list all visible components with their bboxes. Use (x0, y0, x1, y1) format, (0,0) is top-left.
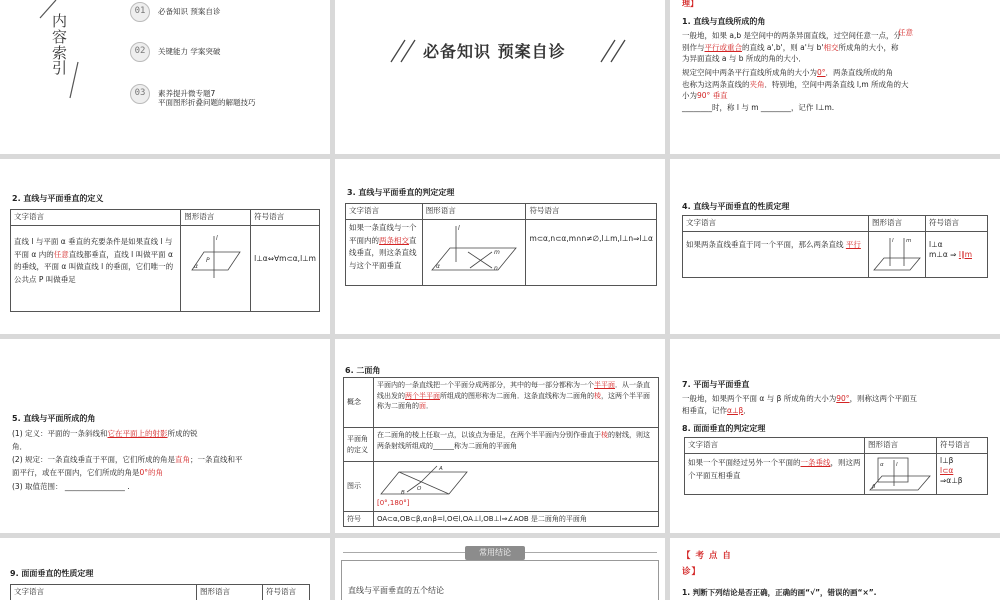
svg-text:n: n (493, 264, 498, 272)
answer: 垂直 (712, 91, 728, 101)
parallel-lines-figure (872, 234, 922, 274)
answer: 90° (697, 91, 711, 101)
decor-slash-icon (68, 60, 80, 100)
answer: 0°的角 (139, 468, 164, 478)
text-cell: 如果一个平面经过另外一个平面的一条垂线，则这两个平面互相垂直 (685, 453, 865, 494)
slide-self-check[interactable] (670, 538, 1000, 600)
answer: 棱 (594, 391, 601, 400)
answer: l⊂α (940, 466, 954, 475)
slide-section-title[interactable] (335, 0, 665, 154)
col-header: 图形语言 (197, 585, 263, 600)
section-heading: 5. 直线与平面所成的角 (12, 414, 96, 423)
slide-perp-property[interactable] (670, 159, 1000, 334)
section-heading: 2. 直线与平面垂直的定义 (12, 194, 104, 203)
answer: 任意 (53, 249, 69, 259)
item-label: 必备知识 预案自诊 (158, 6, 221, 16)
item-number: 01 (130, 2, 150, 22)
bracket-heading: 【 考 点 自 (682, 551, 732, 561)
content-box (341, 560, 659, 600)
plane-lines-figure (426, 222, 522, 278)
section-title: 必备知识 预案自诊 (423, 42, 566, 61)
box-title: 直线与平面垂直的五个结论 (348, 586, 444, 595)
property-table (682, 215, 988, 278)
slide-perp-theorem[interactable] (335, 159, 665, 334)
definition-table (10, 209, 320, 312)
dihedral-table (343, 377, 659, 527)
answer: 90° (836, 394, 850, 403)
figure-cell (181, 225, 251, 311)
answer: 平行或重合 (704, 42, 742, 52)
svg-text:β: β (872, 483, 876, 490)
answer: 它在平面上的射影 (107, 429, 168, 438)
col-header: 文字语言 (683, 216, 869, 232)
col-header: 符号语言 (251, 210, 320, 226)
section-heading: 6. 二面角 (345, 366, 381, 375)
dihedral-figure (377, 464, 487, 498)
bracket-heading-end: 诊】 (682, 567, 702, 577)
item-label: 关键能力 学案突破 (158, 46, 221, 56)
slide-plane-perp-property[interactable] (0, 538, 330, 600)
item-sublabel: 平面图形折叠问题的解题技巧 (158, 98, 256, 107)
slide-dihedral-angle[interactable] (335, 339, 665, 533)
section-heading: 3. 直线与平面垂直的判定定理 (347, 188, 455, 197)
svg-text:α: α (435, 262, 440, 270)
slide-perp-definition[interactable] (0, 159, 330, 334)
svg-text:A: A (439, 466, 443, 472)
plane-line-figure (184, 228, 244, 288)
decor-slashes-icon (597, 38, 637, 64)
svg-text:B: B (401, 490, 405, 496)
plane-perp-table (684, 437, 988, 495)
contents-title: 内 容 索 引 (52, 12, 68, 78)
svg-text:m: m (906, 237, 912, 244)
section-heading: 7. 平面与平面垂直 (682, 380, 750, 389)
corner-label: 理】 (682, 0, 698, 8)
text-cell: 如果两条直线垂直于同一个平面，那么两条直线 平行 (683, 231, 869, 277)
symbol-cell: l⊥α⇔∀m⊂α,l⊥m (251, 225, 320, 311)
col-header: 图形语言 (422, 204, 526, 220)
symbol-cell: l⊥β l⊂α ⇒α⊥β (937, 453, 988, 494)
planes-figure (868, 456, 932, 492)
col-header: 文字语言 (11, 210, 181, 226)
svg-text:α: α (880, 461, 884, 468)
svg-text:l: l (892, 237, 894, 244)
col-header: 图形语言 (181, 210, 251, 226)
decor-slashes-icon (387, 38, 427, 64)
property-table (10, 584, 310, 600)
text-cell: 如果一条直线与一个平面内的两条相交直线垂直，则这条直线与这个平面垂直 (346, 219, 423, 285)
answer: 一条垂线 (800, 457, 831, 467)
col-header: 图形语言 (865, 438, 937, 454)
slide-line-angle[interactable] (670, 0, 1000, 154)
row-label: 概念 (344, 378, 374, 428)
row-label: 符号 (344, 512, 374, 527)
section-badge: 常用结论 (465, 546, 525, 560)
col-header: 文字语言 (11, 585, 197, 600)
svg-text:P: P (206, 256, 210, 264)
section-heading: 4. 直线与平面垂直的性质定理 (682, 202, 790, 211)
symbol-cell: m⊂α,n⊂α,m∩n≠∅,l⊥m,l⊥n⇒l⊥α (526, 219, 657, 285)
answer: 棱 (601, 431, 608, 439)
figure-cell (422, 219, 526, 285)
answer: α⊥β (727, 405, 744, 415)
text-cell: 直线 l 与平面 α 垂直的充要条件是如果直线 l 与平面 α 内的任意直线都垂直，直线 l 叫做平面 α 的垂线，平面 α 叫做直线 l 的垂面，它们唯一的公共点 P 叫做垂足 (11, 225, 181, 311)
row-label: 图示 (344, 462, 374, 512)
svg-text:O: O (417, 486, 422, 492)
answer: 平行 (845, 239, 861, 249)
paragraph: (1) 定义：平面的一条斜线和它在平面上的射影所成的锐 角． (2) 规定：一条直线垂直于平面，它们所成的角是直角；一条直线和平 面平行，或在平面内，它们所成的角是0°的角 (3) 取值范围： ________________ . (12, 429, 243, 491)
col-header: 符号语言 (263, 585, 310, 600)
contents-item-1[interactable] (130, 2, 220, 22)
col-header: 文字语言 (346, 204, 423, 220)
section-heading: 9. 面面垂直的性质定理 (10, 569, 94, 578)
col-header: 文字语言 (685, 438, 865, 454)
slide-plane-perp[interactable] (670, 339, 1000, 533)
svg-text:α: α (194, 262, 199, 270)
contents-item-2[interactable] (130, 42, 220, 62)
row-text: OA⊂α,OB⊂β,α∩β=l,O∈l,OA⊥l,OB⊥l⇒∠AOB 是二面角的平面角 (374, 512, 659, 527)
theorem-table (345, 203, 657, 286)
answer: 直角 (175, 455, 191, 465)
range-answer: [0°,180°] (377, 499, 410, 507)
section-heading: 1. 直线与直线所成的角 (682, 17, 766, 26)
figure-cell (374, 462, 659, 512)
row-label: 平面角的定义 (344, 428, 374, 462)
slide-contents[interactable] (0, 0, 330, 154)
item-number: 03 (130, 84, 150, 104)
col-header: 符号语言 (926, 216, 988, 232)
answer: 夹角 (749, 79, 765, 89)
col-header: 符号语言 (937, 438, 988, 454)
answer: 0° (817, 67, 826, 77)
answer: 两条相交 (379, 235, 409, 245)
paragraph: 一般地，如果 a,b 是空间中的两条异面直线，过空间任意一点，分 别作与平行或重合的直线 a',b'，则 a'与 b'相交所成角的大小，称 为异面直线 a 与 b 所成的角的大小． 规定空间中两条平行直线所成角的大小为0°．两条直线所成的角 也称为这两条直线的夹角．特别地，空间中两条直线 l,m 所成角的大 小为90° 垂直 ________时，称 l 与 m ________，记作 l⊥m. (682, 31, 909, 112)
item-number: 02 (130, 42, 150, 62)
answer: l∥m (958, 249, 972, 259)
svg-text:l: l (896, 461, 898, 468)
symbol-cell: l⊥α m⊥α ⇒ l∥m (926, 231, 988, 277)
section-heading: 8. 面面垂直的判定定理 (682, 424, 766, 433)
paragraph: 一般地，如果两个平面 α 与 β 所成角的大小为90°，则称这两个平面互 相垂直，记作α⊥β． (682, 394, 918, 415)
svg-text:m: m (493, 248, 500, 256)
answer: 两个半平面 (405, 391, 440, 400)
row-text: 在二面角的棱上任取一点，以该点为垂足，在两个半平面内分别作垂直于棱的射线，则这两条射线所组成的______称为二面角的平面角 (374, 428, 659, 462)
col-header: 图形语言 (869, 216, 926, 232)
answer: 面 (419, 402, 426, 410)
item-label: 素养提升微专题7 (158, 88, 216, 98)
answer: 相交 (823, 42, 839, 52)
svg-text:l: l (457, 224, 460, 232)
answer: 任意 (898, 28, 913, 37)
answer: 半平面 (594, 381, 615, 389)
col-header: 符号语言 (526, 204, 657, 220)
row-text: 平面内的一条直线把一个平面分成两部分，其中的每一部分都称为一个半平面．从一条直线出发的两个半平面所组成的图形称为二面角．这条直线称为二面角的棱，这两个半平面称为二面角的面． (374, 378, 659, 428)
question-text: 1. 判断下列结论是否正确，正确的画“√”，错误的画“×”. (682, 588, 877, 597)
slide-line-plane-angle[interactable] (0, 339, 330, 533)
svg-text:l: l (216, 234, 218, 242)
figure-cell (869, 231, 926, 277)
slide-conclusions[interactable] (335, 538, 665, 600)
figure-cell (865, 453, 937, 494)
